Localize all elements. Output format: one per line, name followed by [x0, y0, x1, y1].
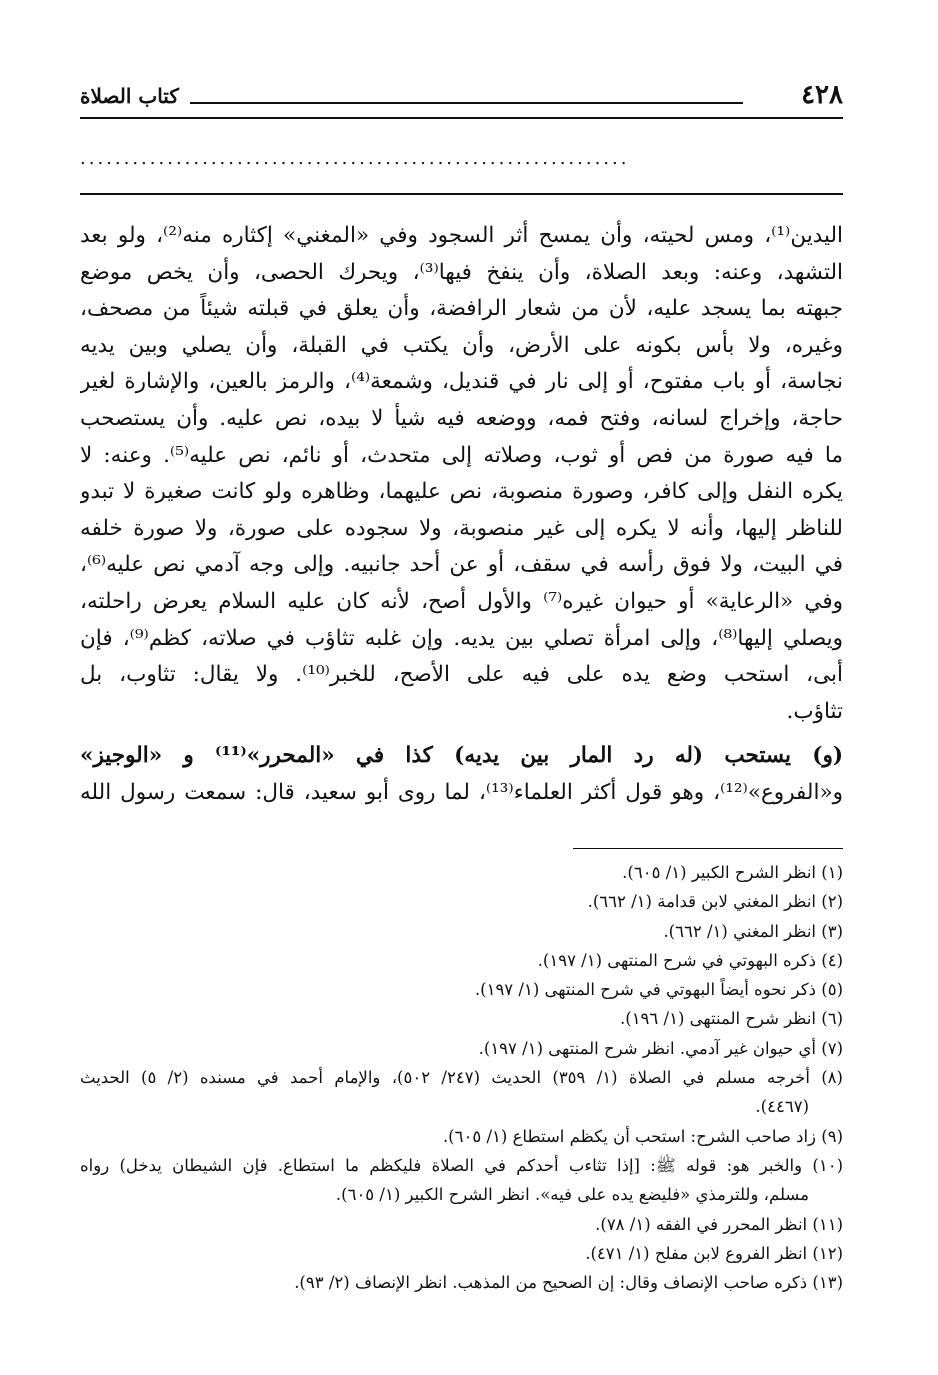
separator-dots: ...............................................................: [80, 148, 630, 169]
text-line: في البيت، ولا فوق رأسه في سقف، أو عن أحد جانبيه. وإلى وجه آدمي نص عليه⁽⁶⁾،: [80, 552, 843, 578]
footnote: (١٠) والخبر هو: قوله ﷺ: [إذا تثاءب أحدكم في الصلاة فليكظم ما استطاع. فإن الشيطان يدخل) رواه: [80, 1155, 843, 1175]
text-line: اليدين⁽¹⁾، ومس لحيته، وأن يمسح أثر السجود وفي «المغني» إكثاره منه⁽²⁾، ولو بعد: [80, 223, 843, 248]
footnote: (٣) انظر المغني (١/ ٦٦٢).: [663, 921, 843, 941]
footnote: (٤) ذكره البهوتي في شرح المنتهى (١/ ١٩٧).: [537, 950, 843, 970]
text-line: حاجة، وإخراج لسانه، وفتح فمه، ووضعه فيه شيأ لا بيده، نص عليه. وأن يستصحب: [80, 405, 843, 431]
text-line: وفي «الرعاية» أو حيوان غيره⁽⁷⁾ والأول أصح، لأنه كان عليه السلام يعرض راحلته،: [80, 588, 843, 614]
text-line: ما فيه صورة من فص أو ثوب، وصلاته إلى متحدث، أو نائم، نص عليه⁽⁵⁾. وعنه: لا: [80, 442, 843, 468]
text-line: جبهته بما يسجد عليه، لأن من شعار الرافضة، وأن يعلق في قبلته شيئاً من مصحف،: [80, 296, 843, 322]
footnote-continuation: (٤٤٦٧).: [755, 1097, 809, 1117]
text-line: وغيره، ولا بأس بكونه على الأرض، وأن يكتب في القبلة، وأن يصلي وبين يديه: [80, 332, 843, 358]
footnote: (١٣) ذكره صاحب الإنصاف وقال: إن الصحيح من المذهب. انظر الإنصاف (٢/ ٩٣).: [294, 1273, 843, 1293]
text-line: و«الفروع»⁽¹²⁾، وهو قول أكثر العلماء⁽¹³⁾، لما روى أبو سعيد، قال: سمعت رسول الله: [80, 779, 843, 805]
text-line: تثاؤب.: [786, 698, 843, 724]
paragraph-2: [80, 738, 843, 811]
text-line: نجاسة، أو باب مفتوح، أو إلى نار في قنديل، وشمعة⁽⁴⁾، والرمز بالعين، والإشارة لغير: [80, 369, 843, 395]
text-line: يكره النفل وإلى كافر، وصورة منصوبة، نص عليهما، وظاهره ولو كانت صغيرة لا تبدو: [80, 479, 843, 505]
footnote-continuation: مسلم، وللترمذي «فليضع يده على فيه». انظر الشرح الكبير (١/ ٦٠٥).: [335, 1185, 809, 1205]
book-title: كتاب الصلاة: [80, 84, 179, 108]
main-text: [80, 218, 843, 812]
text-line: التشهد، وعنه: وبعد الصلاة، وأن ينفخ فيها⁽³⁾، ويحرك الحصى، وأن يخص موضع: [80, 259, 843, 285]
footnote: (١٢) انظر الفروع لابن مفلح (١/ ٤٧١).: [585, 1243, 843, 1263]
page-number: ٤٢٨: [801, 80, 843, 110]
header-underline: [80, 117, 843, 119]
footnote: (٥) ذكر نحوه أيضاً البهوتي في شرح المنتهى (١/ ١٩٧).: [474, 980, 843, 1000]
footnote: (١١) انظر المحرر في الفقه (١/ ٧٨).: [595, 1214, 843, 1234]
footnote: (٢) انظر المغني لابن قدامة (١/ ٦٦٢).: [587, 892, 843, 912]
section-divider: [80, 193, 843, 195]
text-line: ويصلي إليها⁽⁸⁾، وإلى امرأة تصلي بين يديه. وإن غلبه تثاؤب في صلاته، كظم⁽⁹⁾، فإن: [80, 625, 843, 651]
footnotes: [80, 858, 843, 1297]
text-line: أبى، استحب وضع يده على فيه على الأصح، للخبر⁽¹⁰⁾. ولا يقال: تثاوب، بل: [80, 662, 843, 688]
header-rule: [190, 102, 743, 104]
footnote: (١) انظر الشرح الكبير (١/ ٦٠٥).: [622, 863, 843, 882]
footnote: (٩) زاد صاحب الشرح: استحب أن يكظم استطاع (١/ ٦٠٥).: [442, 1126, 843, 1146]
text-line-bold: (و) يستحب (له رد المار بين يديه) كذا في «المحرر»⁽¹¹⁾ و «الوجيز»: [80, 743, 843, 769]
footnote: (٦) انظر شرح المنتهى (١/ ١٩٦).: [620, 1009, 843, 1029]
footnote: (٨) أخرجه مسلم في الصلاة (١/ ٣٥٩) الحديث (٢٤٧/ ٥٠٢)، والإمام أحمد في مسنده (٢/ ٥) الحديث: [80, 1068, 843, 1088]
page-header: [80, 78, 843, 118]
footnote: (٧) أي حيوان غير آدمي. انظر شرح المنتهى (١/ ١٩٧).: [478, 1038, 843, 1058]
footnote-rule: [573, 848, 843, 849]
text-line: للناظر إليها، وأنه لا يكره إلى غير منصوبة، ولا سجوده على صورة، ولا صورة خلفه: [80, 515, 843, 541]
